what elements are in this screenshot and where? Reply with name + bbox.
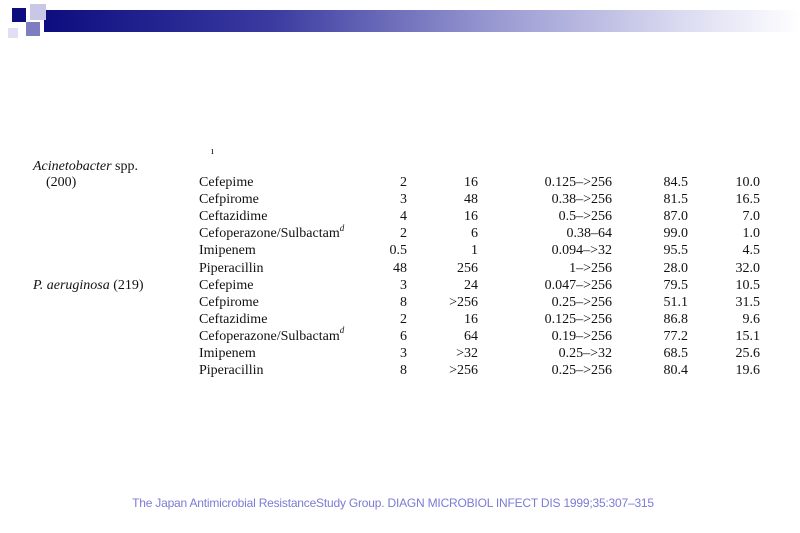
mic50-cell: 2: [400, 175, 407, 190]
range-cell: 0.38–>256: [551, 192, 612, 208]
mic50-cell: 3: [400, 192, 407, 208]
stray-mark: ı: [211, 146, 214, 157]
drug-name-cell: [199, 222, 345, 242]
organism-count: (200): [46, 175, 77, 190]
drug-name: Ceftazidime: [199, 209, 268, 225]
drug-name: Cefoperazone/Sulbactam: [199, 226, 340, 242]
drug-name-cell: [199, 191, 259, 208]
drug-name: Cefpirome: [199, 192, 259, 208]
range-cell: 0.25–>256: [551, 363, 612, 379]
drug-name-cell: [199, 311, 267, 328]
resistant-pct-cell: 15.1: [735, 328, 760, 344]
mic50-cell: 2: [400, 311, 407, 327]
mic90-cell: 16: [464, 175, 478, 190]
mic50-cell: 2: [400, 226, 407, 242]
footnote-marker: d: [339, 222, 345, 233]
resistant-pct-cell: 25.6: [735, 346, 760, 361]
susceptible-pct-cell: 79.5: [663, 277, 688, 293]
resistant-pct-cell: 7.0: [742, 209, 760, 225]
table-row: [0, 277, 800, 294]
table-row: [0, 208, 800, 225]
drug-name: Ceftazidime: [199, 311, 268, 327]
table-row: [0, 345, 800, 362]
table-row: [0, 260, 800, 277]
drug-name: Cefoperazone/Sulbactam: [199, 328, 340, 344]
susceptible-pct-cell: 84.5: [663, 175, 688, 190]
organism-label: [33, 158, 138, 175]
drug-name-cell: [199, 174, 253, 191]
range-cell: 0.5–>256: [558, 209, 612, 225]
range-cell: 0.25–>32: [558, 346, 612, 361]
mic50-cell: 8: [400, 294, 407, 310]
drug-name-cell: [199, 260, 264, 277]
mic90-cell: 1: [471, 243, 478, 259]
table-row: [0, 362, 800, 379]
susceptible-pct-cell: 77.2: [663, 328, 688, 344]
mic50-cell: 3: [400, 346, 407, 361]
range-cell: 0.125–>256: [544, 175, 612, 190]
mic50-cell: 3: [400, 277, 407, 293]
drug-name-cell: [199, 242, 256, 259]
mic50-cell: 0.5: [389, 243, 407, 259]
organism-suffix: (219): [109, 277, 144, 293]
susceptible-pct-cell: 80.4: [663, 363, 688, 379]
table-row: [0, 222, 800, 242]
drug-name-cell: [199, 208, 267, 225]
resistant-pct-cell: 10.0: [735, 175, 760, 190]
susceptible-pct-cell: 87.0: [663, 209, 688, 225]
mic90-cell: >256: [449, 363, 478, 379]
mic90-cell: >32: [456, 346, 478, 361]
susceptible-pct-cell: 68.5: [663, 346, 688, 361]
footnote-marker: d: [339, 325, 345, 336]
drug-name: Cefepime: [199, 175, 254, 190]
organism-label: [33, 277, 144, 294]
resistant-pct-cell: 16.5: [735, 192, 760, 208]
resistant-pct-cell: 1.0: [742, 226, 760, 242]
range-cell: 1–>256: [569, 260, 612, 276]
table-row: [0, 159, 800, 191]
mic90-cell: 16: [464, 209, 478, 225]
resistant-pct-cell: 10.5: [735, 277, 760, 293]
drug-name-cell: [199, 277, 253, 294]
drug-name-cell: [199, 362, 264, 379]
resistant-pct-cell: 32.0: [735, 260, 760, 276]
drug-name: Cefepime: [199, 277, 254, 293]
susceptible-pct-cell: 86.8: [663, 311, 688, 327]
table-row: [0, 191, 800, 208]
range-cell: 0.19–>256: [551, 328, 612, 344]
resistant-pct-cell: 19.6: [735, 363, 760, 379]
mic50-cell: 6: [400, 328, 407, 344]
table-row: [0, 242, 800, 259]
mic90-cell: 256: [457, 260, 478, 276]
organism-suffix: spp.: [111, 159, 138, 174]
resistant-pct-cell: 31.5: [735, 294, 760, 310]
resistant-pct-cell: 9.6: [742, 311, 760, 327]
table-row: [0, 325, 800, 345]
range-cell: 0.25–>256: [551, 294, 612, 310]
range-cell: 0.125–>256: [544, 311, 612, 327]
range-cell: 0.38–64: [566, 226, 612, 242]
mic50-cell: 8: [400, 363, 407, 379]
mic50-cell: 4: [400, 209, 407, 225]
drug-name-cell: [199, 294, 259, 311]
susceptible-pct-cell: 51.1: [663, 294, 688, 310]
range-cell: 0.094–>32: [551, 243, 612, 259]
mic90-cell: 48: [464, 192, 478, 208]
susceptible-pct-cell: 95.5: [663, 243, 688, 259]
organism-name: P. aeruginosa: [33, 277, 110, 293]
drug-name: Piperacillin: [199, 260, 264, 276]
table-row: [0, 294, 800, 311]
citation: The Japan Antimicrobial ResistanceStudy Group. DIAGN MICROBIOL INFECT DIS 1999;35:307–315: [132, 496, 654, 510]
resistant-pct-cell: 4.5: [742, 243, 760, 259]
susceptible-pct-cell: 99.0: [663, 226, 688, 242]
table-row: [0, 311, 800, 328]
drug-name: Cefpirome: [199, 294, 259, 310]
organism-name: Acinetobacter: [33, 159, 112, 174]
mic90-cell: >256: [449, 294, 478, 310]
mic90-cell: 16: [464, 311, 478, 327]
drug-name-cell: [199, 345, 256, 362]
mic50-cell: 48: [393, 260, 407, 276]
mic90-cell: 24: [464, 277, 478, 293]
susceptible-pct-cell: 81.5: [663, 192, 688, 208]
mic90-cell: 6: [471, 226, 478, 242]
susceptible-pct-cell: 28.0: [663, 260, 688, 276]
drug-name-cell: [199, 325, 345, 345]
drug-name: Imipenem: [199, 243, 256, 259]
mic90-cell: 64: [464, 328, 478, 344]
drug-name: Imipenem: [199, 346, 256, 361]
range-cell: 0.047–>256: [544, 277, 612, 293]
drug-name: Piperacillin: [199, 363, 264, 379]
